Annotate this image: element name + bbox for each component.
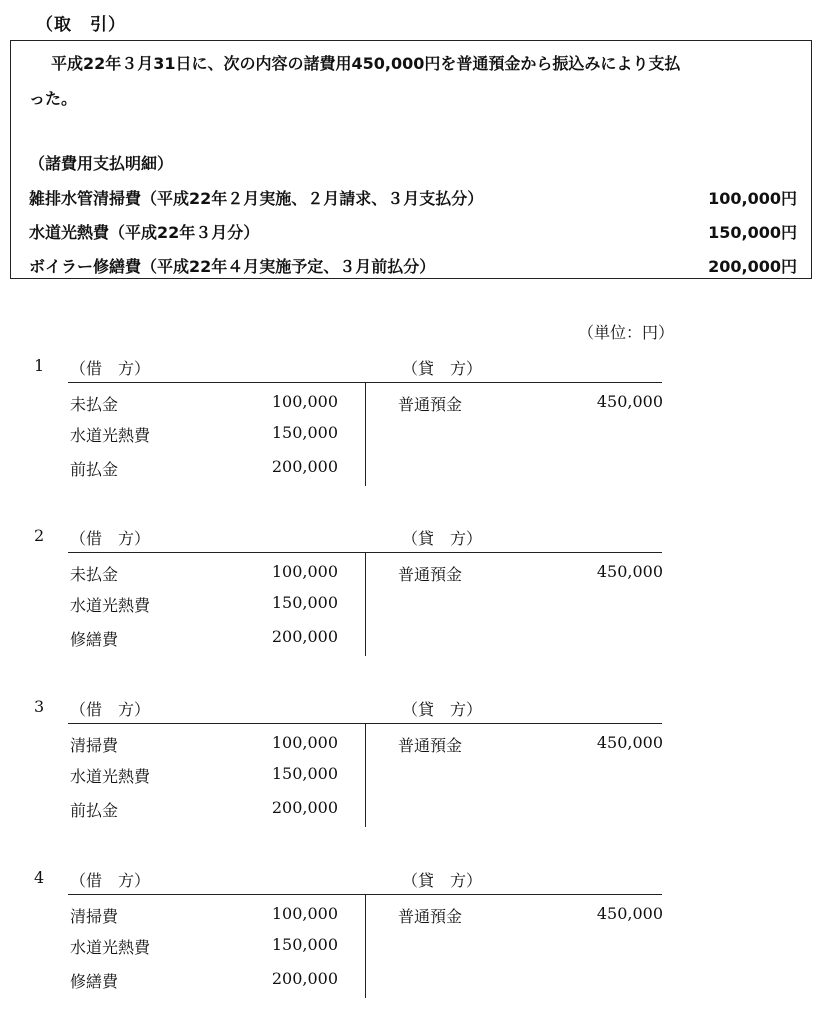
credit-account: 普通預金 (398, 565, 463, 584)
debit-amount: 200,000 (271, 457, 338, 476)
debit-amount: 100,000 (271, 392, 338, 411)
debit-account: 水道光熱費 (70, 596, 151, 615)
debit-amount: 100,000 (271, 904, 338, 923)
debit-account: 水道光熱費 (70, 938, 151, 957)
ledger-divider (365, 552, 366, 656)
debit-amount: 100,000 (271, 733, 338, 752)
section-heading: （取 引） (36, 15, 126, 35)
credit-header: （貸 方） (402, 700, 483, 719)
detail-label: ボイラー修繕費（平成22年４月実施予定、３月前払分） (29, 257, 436, 276)
debit-amount: 200,000 (271, 627, 338, 646)
debit-account: 修繕費 (70, 630, 119, 649)
entry-number: 4 (34, 868, 45, 887)
detail-amount: 150,000円 (708, 223, 797, 242)
detail-row (29, 220, 797, 243)
debit-account: 清掃費 (70, 907, 119, 926)
debit-amount: 150,000 (271, 423, 338, 442)
debit-header: （借 方） (70, 359, 151, 378)
debit-header: （借 方） (70, 700, 151, 719)
debit-account: 前払金 (70, 801, 119, 820)
unit-label: （単位：円） (577, 323, 674, 342)
credit-header: （貸 方） (402, 871, 483, 890)
ledger-divider (365, 382, 366, 486)
credit-amount: 450,000 (596, 733, 663, 752)
detail-row (29, 254, 797, 277)
entry-number: 2 (34, 526, 45, 545)
debit-account: 未払金 (70, 565, 119, 584)
detail-title: （諸費用支払明細） (29, 154, 174, 173)
ledger-divider (365, 723, 366, 827)
detail-row (29, 186, 797, 209)
debit-amount: 200,000 (271, 969, 338, 988)
debit-account: 修繕費 (70, 972, 119, 991)
debit-amount: 200,000 (271, 798, 338, 817)
debit-account: 未払金 (70, 395, 119, 414)
detail-amount: 100,000円 (708, 189, 797, 208)
credit-header: （貸 方） (402, 359, 483, 378)
credit-account: 普通預金 (398, 395, 463, 414)
detail-amount: 200,000円 (708, 257, 797, 276)
transaction-text-line-2: った。 (29, 89, 78, 108)
journal-entry-2 (0, 526, 824, 666)
ledger-divider (365, 894, 366, 998)
debit-header: （借 方） (70, 529, 151, 548)
debit-account: 水道光熱費 (70, 426, 151, 445)
debit-header: （借 方） (70, 871, 151, 890)
journal-entry-3 (0, 697, 824, 837)
debit-amount: 150,000 (271, 935, 338, 954)
debit-amount: 150,000 (271, 593, 338, 612)
detail-label: 水道光熱費（平成22年３月分） (29, 223, 260, 242)
credit-amount: 450,000 (596, 562, 663, 581)
transaction-text-line-1: 平成22年３月31日に、次の内容の諸費用450,000円を普通預金から振込みにより支払 (51, 54, 681, 73)
detail-label: 雑排水管清掃費（平成22年２月実施、２月請求、３月支払分） (29, 189, 484, 208)
credit-amount: 450,000 (596, 904, 663, 923)
journal-entry-1 (0, 356, 824, 496)
credit-account: 普通預金 (398, 736, 463, 755)
credit-header: （貸 方） (402, 529, 483, 548)
credit-account: 普通預金 (398, 907, 463, 926)
transaction-box (10, 40, 812, 279)
debit-account: 水道光熱費 (70, 767, 151, 786)
journal-entry-4 (0, 868, 824, 1008)
debit-amount: 150,000 (271, 764, 338, 783)
credit-amount: 450,000 (596, 392, 663, 411)
entry-number: 3 (34, 697, 45, 716)
debit-account: 前払金 (70, 460, 119, 479)
entry-number: 1 (34, 356, 45, 375)
debit-amount: 100,000 (271, 562, 338, 581)
debit-account: 清掃費 (70, 736, 119, 755)
